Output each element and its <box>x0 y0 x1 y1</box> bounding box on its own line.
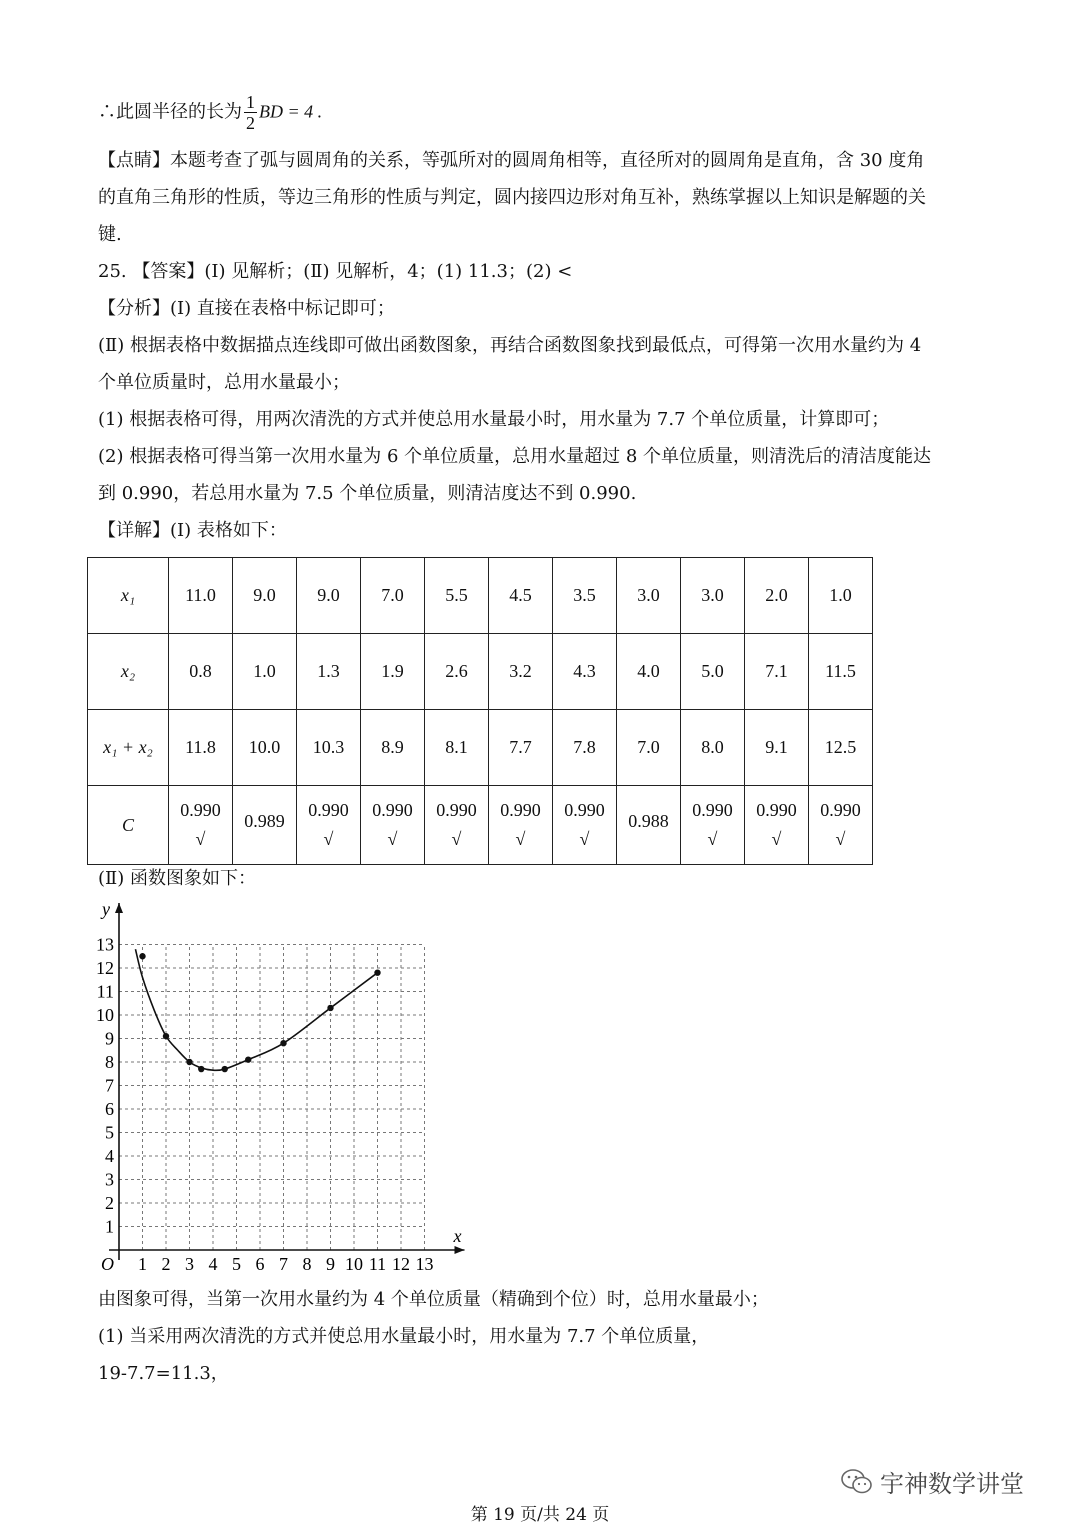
fraction-numerator: 1 <box>246 92 255 112</box>
cell-sum: 10.3 <box>297 710 361 786</box>
cell-sum: 7.0 <box>617 710 681 786</box>
x-tick-label: 13 <box>415 1254 434 1274</box>
c-value: 0.990 <box>372 800 413 820</box>
check-mark: √ <box>195 829 206 849</box>
cell-sum: 11.8 <box>169 710 233 786</box>
c-value: 0.989 <box>244 810 285 831</box>
c-value: 0.990 <box>564 800 605 820</box>
data-point <box>139 953 145 959</box>
x-tick-label: 11 <box>368 1254 387 1274</box>
cell-c <box>489 786 553 865</box>
result-line-1: 由图象可得，当第一次用水量约为 4 个单位质量（精确到个位）时，总用水量最小； <box>98 1289 769 1310</box>
analysis-line-4: (1) 根据表格可得，用两次清洗的方式并使总用水量最小时，用水量为 7.7 个单位质量，计算即可； <box>98 409 890 430</box>
data-point <box>186 1059 192 1065</box>
cell-x1: 9.0 <box>233 558 297 634</box>
y-tick-label: 10 <box>96 1005 114 1025</box>
c-value: 0.990 <box>180 800 221 820</box>
cell-x1: 3.0 <box>617 558 681 634</box>
x-tick-label: 5 <box>232 1254 241 1274</box>
x-tick-label: 4 <box>208 1254 218 1274</box>
cell-sum: 7.8 <box>553 710 617 786</box>
conclusion-pre: ∴此圆半径的长为 <box>98 101 242 123</box>
x-tick-label: 12 <box>392 1254 410 1274</box>
analysis-line-3: 个单位质量时，总用水量最小； <box>98 372 350 393</box>
cell-x1: 5.5 <box>425 558 489 634</box>
y-tick-label: 8 <box>105 1052 114 1072</box>
x-tick-label: 8 <box>302 1254 312 1274</box>
conclusion-line <box>98 92 322 133</box>
y-tick-label: 3 <box>105 1169 114 1190</box>
cell-sum: 9.1 <box>745 710 809 786</box>
data-point <box>198 1066 204 1072</box>
cell-c <box>297 786 361 865</box>
table-row-c <box>88 786 873 865</box>
cell-x2: 0.8 <box>169 634 233 710</box>
x-tick-label: 1 <box>138 1254 147 1274</box>
cell-c <box>425 786 489 865</box>
x-tick-label: 9 <box>326 1254 335 1274</box>
cell-x1: 2.0 <box>745 558 809 634</box>
check-mark: √ <box>835 829 846 849</box>
c-value: 0.990 <box>756 800 797 820</box>
data-point <box>374 970 380 976</box>
fraction-half <box>244 92 257 133</box>
data-table <box>87 557 873 865</box>
y-tick-label: 4 <box>105 1146 114 1166</box>
c-value: 0.990 <box>692 800 733 820</box>
cell-x2: 5.0 <box>681 634 745 710</box>
comment-line-3: 键. <box>98 224 122 245</box>
check-mark: √ <box>451 829 462 849</box>
cell-x1: 3.5 <box>553 558 617 634</box>
grid <box>119 945 425 1251</box>
watermark-text: 宇神数学讲堂 <box>880 1470 1024 1498</box>
c-value: 0.988 <box>628 810 669 831</box>
y-tick-label: 2 <box>105 1193 114 1213</box>
wechat-icon <box>840 1468 874 1496</box>
cell-sum: 8.1 <box>425 710 489 786</box>
c-value: 0.990 <box>436 800 477 820</box>
cell-x2: 1.9 <box>361 634 425 710</box>
x-axis-label: x <box>453 1226 462 1246</box>
cell-x2: 1.3 <box>297 634 361 710</box>
y-tick-label: 5 <box>105 1122 114 1143</box>
y-axis-label: y <box>102 899 110 919</box>
y-tick-label: 6 <box>105 1099 114 1119</box>
data-point <box>222 1066 228 1072</box>
axes <box>100 899 465 1274</box>
cell-x2: 11.5 <box>809 634 873 710</box>
cell-sum: 10.0 <box>233 710 297 786</box>
check-mark: √ <box>387 829 398 849</box>
cell-x2: 2.6 <box>425 634 489 710</box>
check-mark: √ <box>323 829 334 849</box>
tick-labels <box>96 935 434 1275</box>
c-value: 0.990 <box>820 800 861 820</box>
data-point <box>280 1040 286 1046</box>
comment-line-2: 的直角三角形的性质，等边三角形的性质与判定，圆内接四边形对角互补，熟练掌握以上知识是解题的关 <box>98 187 926 208</box>
y-tick-label: 1 <box>105 1216 114 1237</box>
analysis-line-6: 到 0.990，若总用水量为 7.5 个单位质量，则清洁度达不到 0.990. <box>98 483 637 504</box>
cell-x1: 1.0 <box>809 558 873 634</box>
cell-c <box>233 786 297 865</box>
result-line-2: (1) 当采用两次清洗的方式并使总用水量最小时，用水量为 7.7 个单位质量， <box>98 1326 710 1347</box>
detail-line-1: 【详解】(Ⅰ) 表格如下： <box>98 520 287 541</box>
x-axis-arrow <box>455 1246 465 1254</box>
result-line-3: 19-7.7=11.3， <box>98 1363 229 1384</box>
cell-c <box>809 786 873 865</box>
conclusion-post: BD = 4 . <box>259 101 323 122</box>
row-label-sum: x₁ + x₂ <box>88 710 169 786</box>
y-tick-label: 11 <box>96 981 114 1002</box>
check-mark: √ <box>771 829 782 849</box>
cell-x2: 4.3 <box>553 634 617 710</box>
row-label-x1: x₁ <box>88 558 169 634</box>
cell-c <box>553 786 617 865</box>
data-point <box>245 1056 251 1062</box>
cell-x1: 7.0 <box>361 558 425 634</box>
answer-line: 25. 【答案】(Ⅰ) 见解析；(Ⅱ) 见解析，4；(1) 11.3；(2) < <box>98 261 573 282</box>
cell-sum: 7.7 <box>489 710 553 786</box>
x-tick-label: 7 <box>279 1254 288 1274</box>
page-footer: 第 19 页/共 24 页 <box>470 1505 610 1525</box>
graph-intro-line: (Ⅱ) 函数图象如下： <box>98 868 257 889</box>
cell-sum: 12.5 <box>809 710 873 786</box>
y-tick-label: 13 <box>96 934 114 955</box>
table-row-x2 <box>88 634 873 710</box>
analysis-line-5: (2) 根据表格可得当第一次用水量为 6 个单位质量，总用水量超过 8 个单位质量，则清洗后的清洁度能达 <box>98 446 932 467</box>
cell-x1: 11.0 <box>169 558 233 634</box>
y-tick-label: 9 <box>105 1028 114 1049</box>
analysis-line-2: (Ⅱ) 根据表格中数据描点连线即可做出函数图象，再结合函数图象找到最低点，可得第一次用水量约为 4 <box>98 335 922 356</box>
data-point <box>327 1005 333 1011</box>
cell-c <box>745 786 809 865</box>
y-tick-label: 12 <box>96 958 114 978</box>
origin-label: O <box>101 1254 114 1274</box>
y-tick-label: 7 <box>105 1075 114 1096</box>
c-value: 0.990 <box>500 800 541 820</box>
cell-sum: 8.9 <box>361 710 425 786</box>
cell-c <box>361 786 425 865</box>
x-tick-label: 3 <box>185 1254 194 1274</box>
analysis-line-1: 【分析】(Ⅰ) 直接在表格中标记即可； <box>98 298 395 319</box>
cell-c <box>681 786 745 865</box>
function-curve <box>135 949 377 1070</box>
table-row-sum <box>88 710 873 786</box>
cell-c <box>617 786 681 865</box>
row-label-c: C <box>88 786 169 865</box>
cell-x1: 3.0 <box>681 558 745 634</box>
cell-c <box>169 786 233 865</box>
y-axis-arrow <box>115 903 123 913</box>
watermark <box>840 1464 1024 1499</box>
check-mark: √ <box>707 829 718 849</box>
check-mark: √ <box>515 829 526 849</box>
cell-x1: 4.5 <box>489 558 553 634</box>
check-mark: √ <box>579 829 590 849</box>
cell-x2: 3.2 <box>489 634 553 710</box>
row-label-x2: x₂ <box>88 634 169 710</box>
x-tick-label: 2 <box>161 1254 171 1274</box>
cell-x2: 4.0 <box>617 634 681 710</box>
cell-sum: 8.0 <box>681 710 745 786</box>
comment-line-1: 【点睛】本题考查了弧与圆周角的关系，等弧所对的圆周角相等，直径所对的圆周角是直角，含 30 度角 <box>98 150 925 171</box>
c-value: 0.990 <box>308 800 349 820</box>
cell-x2: 7.1 <box>745 634 809 710</box>
cell-x1: 9.0 <box>297 558 361 634</box>
fraction-denominator: 2 <box>246 113 255 133</box>
x-tick-label: 10 <box>345 1254 363 1274</box>
table-row-x1 <box>88 558 873 634</box>
data-point <box>163 1033 169 1039</box>
function-graph <box>90 895 490 1285</box>
cell-x2: 1.0 <box>233 634 297 710</box>
x-tick-label: 6 <box>255 1254 265 1274</box>
